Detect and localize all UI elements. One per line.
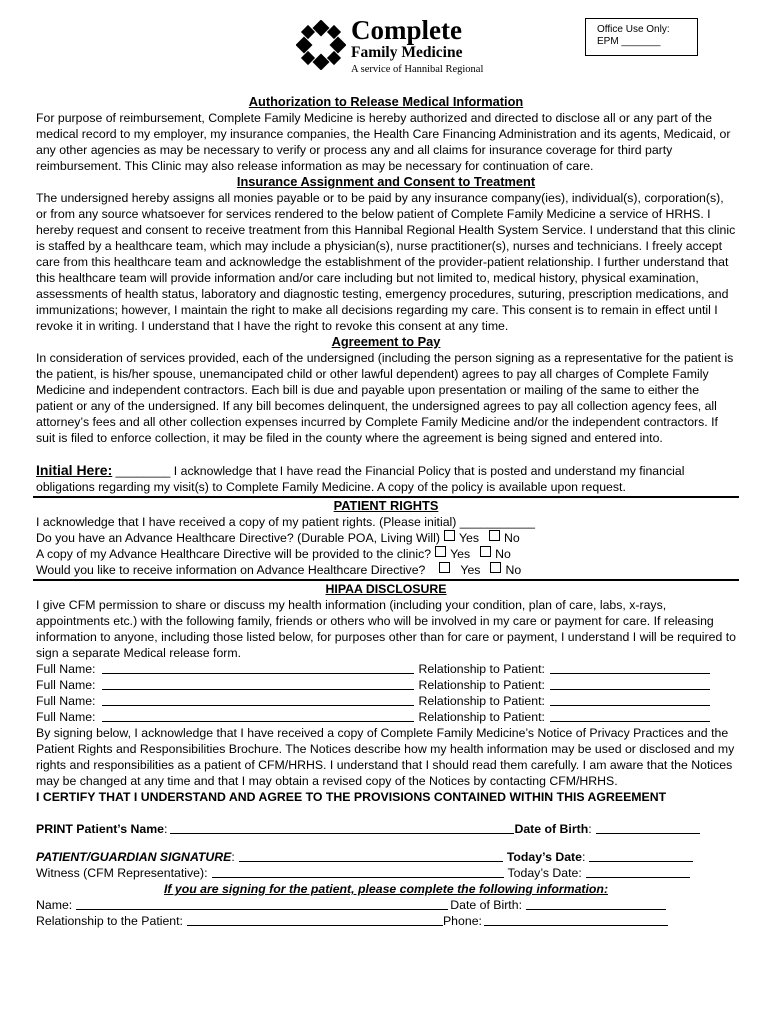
signature-field[interactable]	[239, 849, 503, 862]
relationship-field-4[interactable]	[550, 709, 710, 722]
q3-yes-label: Yes	[460, 563, 481, 577]
form-content	[36, 94, 736, 929]
full-name-field-2[interactable]	[102, 677, 414, 690]
guardian-phone-field[interactable]	[484, 913, 668, 926]
directive-info-row	[36, 562, 736, 578]
relationship-label: Relationship to Patient:	[418, 694, 545, 708]
initial-label: Initial Here:	[36, 462, 113, 478]
dob-field[interactable]	[596, 821, 700, 834]
guardian-dob-label: Date of Birth:	[450, 898, 522, 912]
insurance-body: The undersigned hereby assigns all monies payable or to be paid by any insurance company(ies), individual(s), corporation(s), or from any source whatsoever for services rendered to the below patient of Complete Family Medicine a service of HRHS. I hereby request and consent to receive treatment from this Hannibal Regional Health System Service. I understand that this clinic is staffed by a healthcare team, which may include a physician(s), nurse practitioner(s), nurses and technicians. I freely accept care from this healthcare team and acknowledge the establishment of the provider-patient relationship. I further understand that this healthcare team will provide information and/or care including but not limited to, medical history, physical examination, assessments of health status, laboratory and diagnostic testing, emergency procedures, suturing, prescription medications, and immunizations; however, I maintain the right to make all decisions regarding my care. This consent is to remain in effect until I revoke it in writing. I understand that I have the right to revoke this consent at any time.	[36, 191, 736, 333]
relationship-field-1[interactable]	[550, 661, 710, 674]
q2-no-checkbox[interactable]	[480, 546, 491, 557]
colon: :	[588, 822, 592, 836]
initial-paragraph	[36, 462, 736, 495]
guardian-relationship-field[interactable]	[187, 913, 443, 926]
full-name-label: Full Name:	[36, 678, 96, 692]
full-name-field-4[interactable]	[102, 709, 414, 722]
colon: :	[164, 822, 168, 836]
witness-label: Witness (CFM Representative):	[36, 866, 208, 880]
q1-yes-checkbox[interactable]	[444, 530, 455, 541]
q1-no-label: No	[504, 531, 520, 545]
family-row-2	[36, 677, 736, 693]
q1-no-checkbox[interactable]	[489, 530, 500, 541]
q3-yes-checkbox[interactable]	[439, 562, 450, 573]
full-name-label: Full Name:	[36, 694, 96, 708]
relationship-label: Relationship to Patient:	[418, 678, 545, 692]
full-name-field-3[interactable]	[102, 693, 414, 706]
certify-statement: I CERTIFY THAT I UNDERSTAND AND AGREE TO THE PROVISIONS CONTAINED WITHIN THIS AGREEMENT	[36, 790, 667, 804]
relationship-field-3[interactable]	[550, 693, 710, 706]
print-name-field[interactable]	[170, 821, 514, 834]
q2-no-label: No	[495, 547, 511, 561]
signature-row	[36, 849, 736, 865]
pay-body: In consideration of services provided, each of the undersigned (including the person signing as a representative for the patient is the patient, is his/her spouse, unemancipated child or other lawful dependent) agrees to pay all charges of Complete Family Medicine and independent contractors. Each bill is due and payable upon presentation or mailing of the same to either the patient or any of the undersigned. If any bill becomes delinquent, the undersigned agrees to pay all collection agency fees, all attorney’s fees and all other collection expenses incurred by Complete Family Medicine and/or the independent contractors. If suit is filed to enforce collection, it may be filed in the county where the agreement is being signed and entered into.	[36, 351, 734, 445]
family-row-1	[36, 661, 736, 677]
office-use-box	[585, 18, 698, 56]
relationship-field-2[interactable]	[550, 677, 710, 690]
spacer	[36, 446, 736, 462]
colon: :	[581, 850, 586, 864]
privacy-notice: By signing below, I acknowledge that I have received a copy of Complete Family Medicine’s Notice of Privacy Practices and the Patient Rights and Responsibilities Brochure. The Notices describe how my health information may be used or disclosed and my rights and responsibilities as a patient of CFM/HRHS. I understand that I should read them carefully. I am aware that the Notices may be changed at any time and that I may obtain a revised copy of the Notices by contacting CFM/HRHS.	[36, 726, 735, 788]
hipaa-body: I give CFM permission to share or discuss my health information (including your condition, plan of care, labs, x-rays, appointments etc.) with the following family, friends or others who will be involved in my care or payment for care. If releasing information to anyone, including those listed below, for purposes other than for care or payment, I understand I will be required to sign a separate Medical release form.	[36, 598, 736, 660]
spacer	[36, 837, 736, 849]
guardian-phone-label: Phone:	[442, 914, 482, 928]
rights-heading-text: PATIENT RIGHTS	[333, 498, 439, 513]
auth-heading: Authorization to Release Medical Information	[248, 94, 524, 109]
cross-flower-logo-icon	[296, 20, 346, 70]
hipaa-heading-text: HIPAA DISCLOSURE	[325, 582, 447, 596]
logo-title: Complete	[351, 15, 462, 45]
guardian-name-label: Name:	[36, 898, 73, 912]
today-label: Today’s Date	[506, 850, 582, 864]
family-row-3	[36, 693, 736, 709]
guardian-note: If you are signing for the patient, please complete the following information:	[163, 882, 609, 896]
today2-label: Today’s Date:	[507, 866, 582, 880]
dob-label: Date of Birth	[514, 822, 589, 836]
guardian-name-row	[36, 897, 736, 913]
signature-label: PATIENT/GUARDIAN SIGNATURE	[36, 850, 232, 864]
q3-no-checkbox[interactable]	[490, 562, 501, 573]
full-name-field-1[interactable]	[102, 661, 414, 674]
relationship-label: Relationship to Patient:	[418, 662, 545, 676]
hipaa-heading	[36, 581, 736, 597]
print-name-label: PRINT Patient’s Name	[36, 822, 165, 836]
q2-yes-checkbox[interactable]	[435, 546, 446, 557]
guardian-name-field[interactable]	[76, 897, 448, 910]
initial-text: I acknowledge that I have read the Financial Policy that is posted and understand my financial obligations regarding my visit(s) to Complete Family Medicine. A copy of the policy is available upon request.	[36, 464, 685, 494]
q3-no-label: No	[505, 563, 522, 577]
q3-text: Would you like to receive information on Advance Healthcare Directive?	[36, 563, 426, 577]
directive-copy-row	[36, 546, 736, 562]
family-row-4	[36, 709, 736, 725]
full-name-label: Full Name:	[36, 710, 96, 724]
q1-yes-label: Yes	[458, 531, 479, 545]
today-field[interactable]	[589, 849, 693, 862]
guardian-dob-field[interactable]	[526, 897, 666, 910]
q1-text: Do you have an Advance Healthcare Directive? (Durable POA, Living Will)	[36, 531, 440, 545]
logo-tagline: A service of Hannibal Regional	[351, 64, 484, 75]
q2-text: A copy of my Advance Healthcare Directive will be provided to the clinic?	[36, 547, 432, 561]
initial-blank[interactable]: ________	[112, 464, 174, 478]
logo-subtitle: Family Medicine	[351, 44, 463, 61]
today2-field[interactable]	[586, 865, 690, 878]
office-use-label: Office Use Only:	[597, 24, 670, 35]
rights-heading	[36, 498, 736, 514]
rights-ack-line[interactable]: I acknowledge that I have received a copy of my patient rights. (Please initial) ___________	[36, 515, 536, 529]
q2-yes-label: Yes	[450, 547, 471, 561]
guardian-relationship-row	[36, 913, 736, 929]
auth-body: For purpose of reimbursement, Complete Family Medicine is hereby authorized and directed to disclose all or any part of the medical record to my employer, my insurance companies, the Health Care Financing Administration and its agents, Medicaid, or any other agencies as may be necessary to verify or process any and all claims for insurance coverage for third party reimbursement. This Clinic may also release information as may be necessary for continuation of care.	[36, 111, 731, 173]
spacer	[36, 805, 736, 821]
clinic-logo	[296, 17, 496, 79]
pay-heading: Agreement to Pay	[331, 334, 441, 349]
insurance-heading: Insurance Assignment and Consent to Treatment	[236, 174, 536, 189]
full-name-label: Full Name:	[36, 662, 96, 676]
relationship-label: Relationship to Patient:	[418, 710, 545, 724]
witness-row	[36, 865, 736, 881]
office-epm-field[interactable]: EPM _______	[597, 36, 661, 47]
print-name-row	[36, 821, 736, 837]
advance-directive-row	[36, 530, 736, 546]
witness-field[interactable]	[212, 865, 504, 878]
guardian-relationship-label: Relationship to the Patient:	[36, 914, 183, 928]
colon: :	[231, 850, 235, 864]
